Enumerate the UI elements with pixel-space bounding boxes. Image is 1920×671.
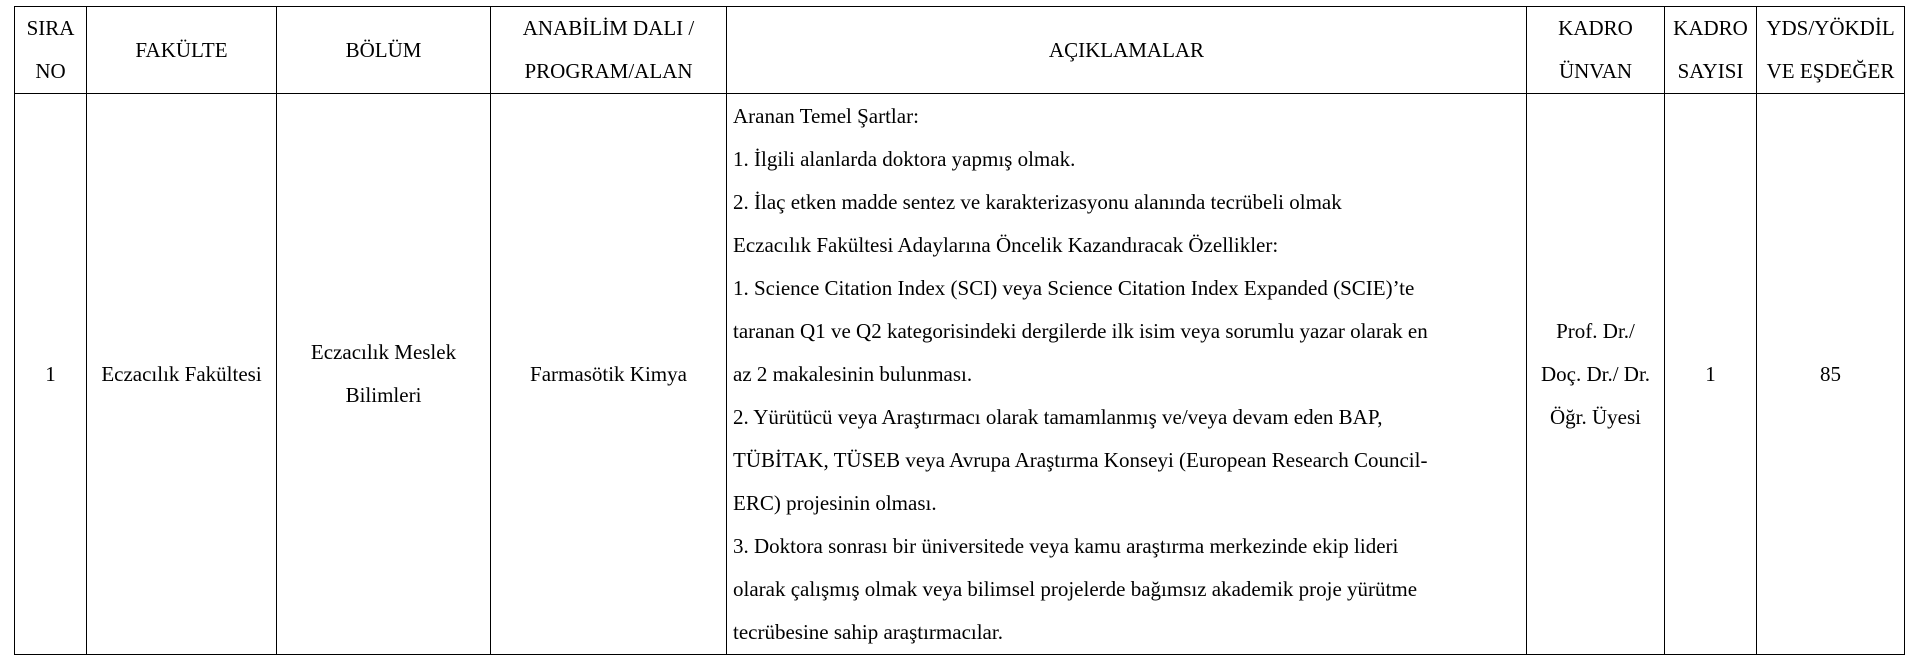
cell-sira-no: 1 (15, 94, 87, 655)
cell-kadro-sayisi: 1 (1665, 94, 1757, 655)
desc-line: taranan Q1 ve Q2 kategorisindeki dergilerde ilk isim veya sorumlu yazar olarak en (733, 319, 1428, 343)
cell-aciklamalar (727, 94, 1527, 655)
desc-line: 1. Science Citation Index (SCI) veya Science Citation Index Expanded (SCIE)’te (733, 276, 1415, 300)
table-row (15, 94, 1905, 655)
desc-line: 1. İlgili alanlarda doktora yapmış olmak. (733, 147, 1076, 171)
desc-line: 2. İlaç etken madde sentez ve karakterizasyonu alanında tecrübeli olmak (733, 190, 1342, 214)
desc-line: tecrübesine sahip araştırmacılar. (733, 620, 1003, 644)
header-bolum: BÖLÜM (277, 7, 491, 94)
cell-kadro-unvan-line-3: Öğr. Üyesi (1550, 404, 1641, 429)
header-fakulte: FAKÜLTE (87, 7, 277, 94)
header-kadro-sayisi (1665, 7, 1757, 94)
desc-line: 3. Doktora sonrası bir üniversitede veya kamu araştırma merkezinde ekip lideri (733, 534, 1399, 558)
header-kadro-unvan-line-2: ÜNVAN (1558, 59, 1633, 83)
desc-line: 2. Yürütücü veya Araştırmacı olarak tamamlanmış ve/veya devam eden BAP, (733, 405, 1383, 429)
desc-line: olarak çalışmış olmak veya bilimsel projelerde bağımsız akademik proje yürütme (733, 577, 1418, 601)
cell-kadro-unvan-line-1: Prof. Dr./ (1556, 318, 1635, 343)
header-yds-line-2: VE EŞDEĞER (1766, 59, 1895, 83)
cadre-table (14, 6, 1905, 655)
cell-yds: 85 (1757, 94, 1905, 655)
cell-kadro-unvan (1527, 94, 1665, 655)
desc-line: Aranan Temel Şartlar: (733, 104, 919, 128)
cell-fakulte: Eczacılık Fakültesi (87, 94, 277, 655)
header-kadro-sayisi-line-1: KADRO (1673, 16, 1748, 40)
cell-bolum (277, 94, 491, 655)
header-sira-no (15, 7, 87, 94)
header-row (15, 7, 1905, 94)
header-yds-line-1: YDS/YÖKDİL (1766, 16, 1895, 40)
desc-line: TÜBİTAK, TÜSEB veya Avrupa Araştırma Konseyi (European Research Council- (733, 448, 1428, 472)
desc-line: Eczacılık Fakültesi Adaylarına Öncelik Kazandıracak Özellikler: (733, 233, 1279, 257)
header-anabilim (491, 7, 727, 94)
header-kadro-sayisi-line-2: SAYISI (1677, 59, 1744, 83)
header-yds (1757, 7, 1905, 94)
header-sira-no-line-1: SIRA (26, 16, 75, 40)
header-anabilim-line-2: PROGRAM/ALAN (524, 59, 693, 83)
header-kadro-unvan-line-1: KADRO (1558, 16, 1633, 40)
desc-line: az 2 makalesinin bulunması. (733, 362, 973, 386)
header-anabilim-line-1: ANABİLİM DALI / (522, 16, 695, 40)
header-sira-no-line-2: NO (35, 59, 66, 83)
cell-kadro-unvan-line-2: Doç. Dr./ Dr. (1540, 361, 1651, 386)
cell-bolum-line-2: Bilimleri (345, 383, 422, 407)
cell-anabilim: Farmasötik Kimya (491, 94, 727, 655)
header-aciklamalar: AÇIKLAMALAR (727, 7, 1527, 94)
cell-bolum-line-1: Eczacılık Meslek (310, 340, 457, 364)
desc-line: ERC) projesinin olması. (733, 491, 937, 515)
header-kadro-unvan (1527, 7, 1665, 94)
